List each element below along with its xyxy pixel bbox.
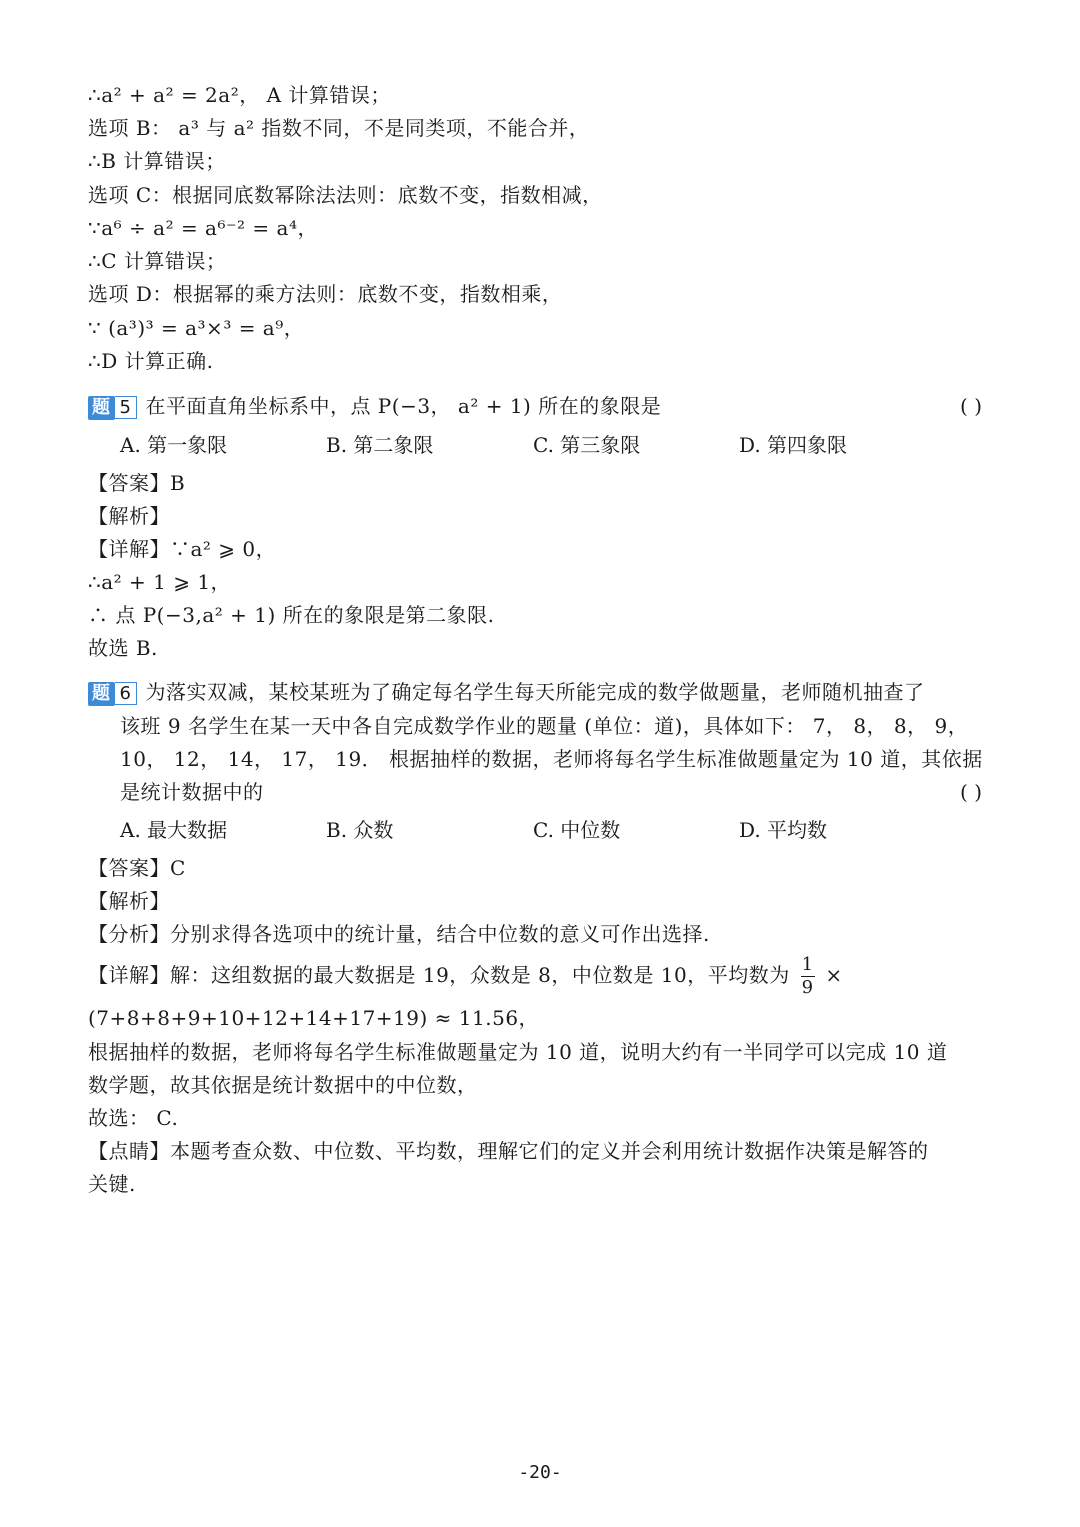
option-c: C. 第三象限 xyxy=(533,433,641,457)
question-badge xyxy=(88,682,137,706)
question-text: 该班 9 名学生在某一天中各自完成数学作业的题量 (单位：道)，具体如下： 7， 8， 8， 9， xyxy=(120,714,969,738)
detail-line: 故选 B. xyxy=(88,636,158,660)
solution-line: ∵a⁶ ÷ a² = a⁶⁻² = a⁴， xyxy=(88,216,318,240)
question-text: 在平面直角坐标系中，点 P(−3， a² + 1) 所在的象限是 xyxy=(145,394,662,418)
option-a: A. 第一象限 xyxy=(120,433,228,457)
comment-line: 关键. xyxy=(88,1172,136,1196)
option-b: B. 众数 xyxy=(326,818,394,842)
question-number: 6 xyxy=(115,682,138,705)
question-5-stem xyxy=(88,390,661,423)
comment-line: 【点睛】本题考查众数、中位数、平均数，理解它们的定义并会利用统计数据作决策是解答的 xyxy=(88,1139,929,1163)
solution-line: 选项 B： a³ 与 a² 指数不同，不是同类项，不能合并， xyxy=(88,116,590,140)
solution-line: 选项 C：根据同底数幂除法法则：底数不变，指数相减， xyxy=(88,183,603,207)
option-a: A. 最大数据 xyxy=(120,818,228,842)
answer-line: 【答案】B xyxy=(88,471,186,495)
page-number: -20- xyxy=(518,1462,562,1483)
question-6-stem xyxy=(88,676,924,709)
question-badge-label: 题 xyxy=(88,682,115,706)
detail-line: 故选： C. xyxy=(88,1106,179,1130)
analysis-line: 【分析】分别求得各选项中的统计量，结合中位数的意义可作出选择. xyxy=(88,922,710,946)
answer-blank: ( ) xyxy=(960,394,982,418)
detail-line: 根据抽样的数据，老师将每名学生标准做题量定为 10 道，说明大约有一半同学可以完成 10 道 xyxy=(88,1040,948,1064)
option-d: D. 平均数 xyxy=(739,818,828,842)
question-text: 10， 12， 14， 17， 19． 根据抽样的数据，老师将每名学生标准做题量定为 10 道，其依据 xyxy=(120,747,983,771)
question-text: 为落实双减，某校某班为了确定每名学生每天所能完成的数学做题量，老师随机抽查了 xyxy=(145,680,925,704)
times-sign: × xyxy=(825,963,843,987)
fraction-denominator: 9 xyxy=(801,977,814,998)
solution-line: ∴a² + a² = 2a²， A 计算错误； xyxy=(88,83,391,107)
question-badge xyxy=(88,396,137,420)
question-number: 5 xyxy=(115,396,138,419)
detail-line: ∴ 点 P(−3,a² + 1) 所在的象限是第二象限. xyxy=(88,603,495,627)
solution-line: 选项 D：根据幂的乘方法则：底数不变，指数相乘， xyxy=(88,282,563,306)
question-text: 是统计数据中的 xyxy=(120,780,264,804)
detail-line: ∴a² + 1 ⩾ 1， xyxy=(88,570,232,594)
solution-line: ∵ (a³)³ = a³×³ = a⁹， xyxy=(88,316,305,340)
option-d: D. 第四象限 xyxy=(739,433,848,457)
question-badge-label: 题 xyxy=(88,396,115,420)
solution-line: ∴B 计算错误； xyxy=(88,149,226,173)
analysis-heading: 【解析】 xyxy=(88,504,170,528)
detail-line: (7+8+8+9+10+12+14+17+19) ≈ 11.56， xyxy=(88,1006,540,1030)
detail-line xyxy=(88,955,843,998)
fraction xyxy=(801,955,815,998)
solution-line: ∴D 计算正确. xyxy=(88,349,214,373)
option-b: B. 第二象限 xyxy=(326,433,434,457)
solution-line: ∴C 计算错误； xyxy=(88,249,227,273)
analysis-heading: 【解析】 xyxy=(88,889,170,913)
detail-text: 【详解】解：这组数据的最大数据是 19，众数是 8，中位数是 10，平均数为 xyxy=(88,963,790,987)
answer-blank: ( ) xyxy=(960,780,982,804)
answer-line: 【答案】C xyxy=(88,856,186,880)
option-c: C. 中位数 xyxy=(533,818,621,842)
detail-line: 数学题，故其依据是统计数据中的中位数， xyxy=(88,1073,478,1097)
detail-line: 【详解】∵a² ⩾ 0， xyxy=(88,537,277,561)
fraction-numerator: 1 xyxy=(801,954,814,975)
